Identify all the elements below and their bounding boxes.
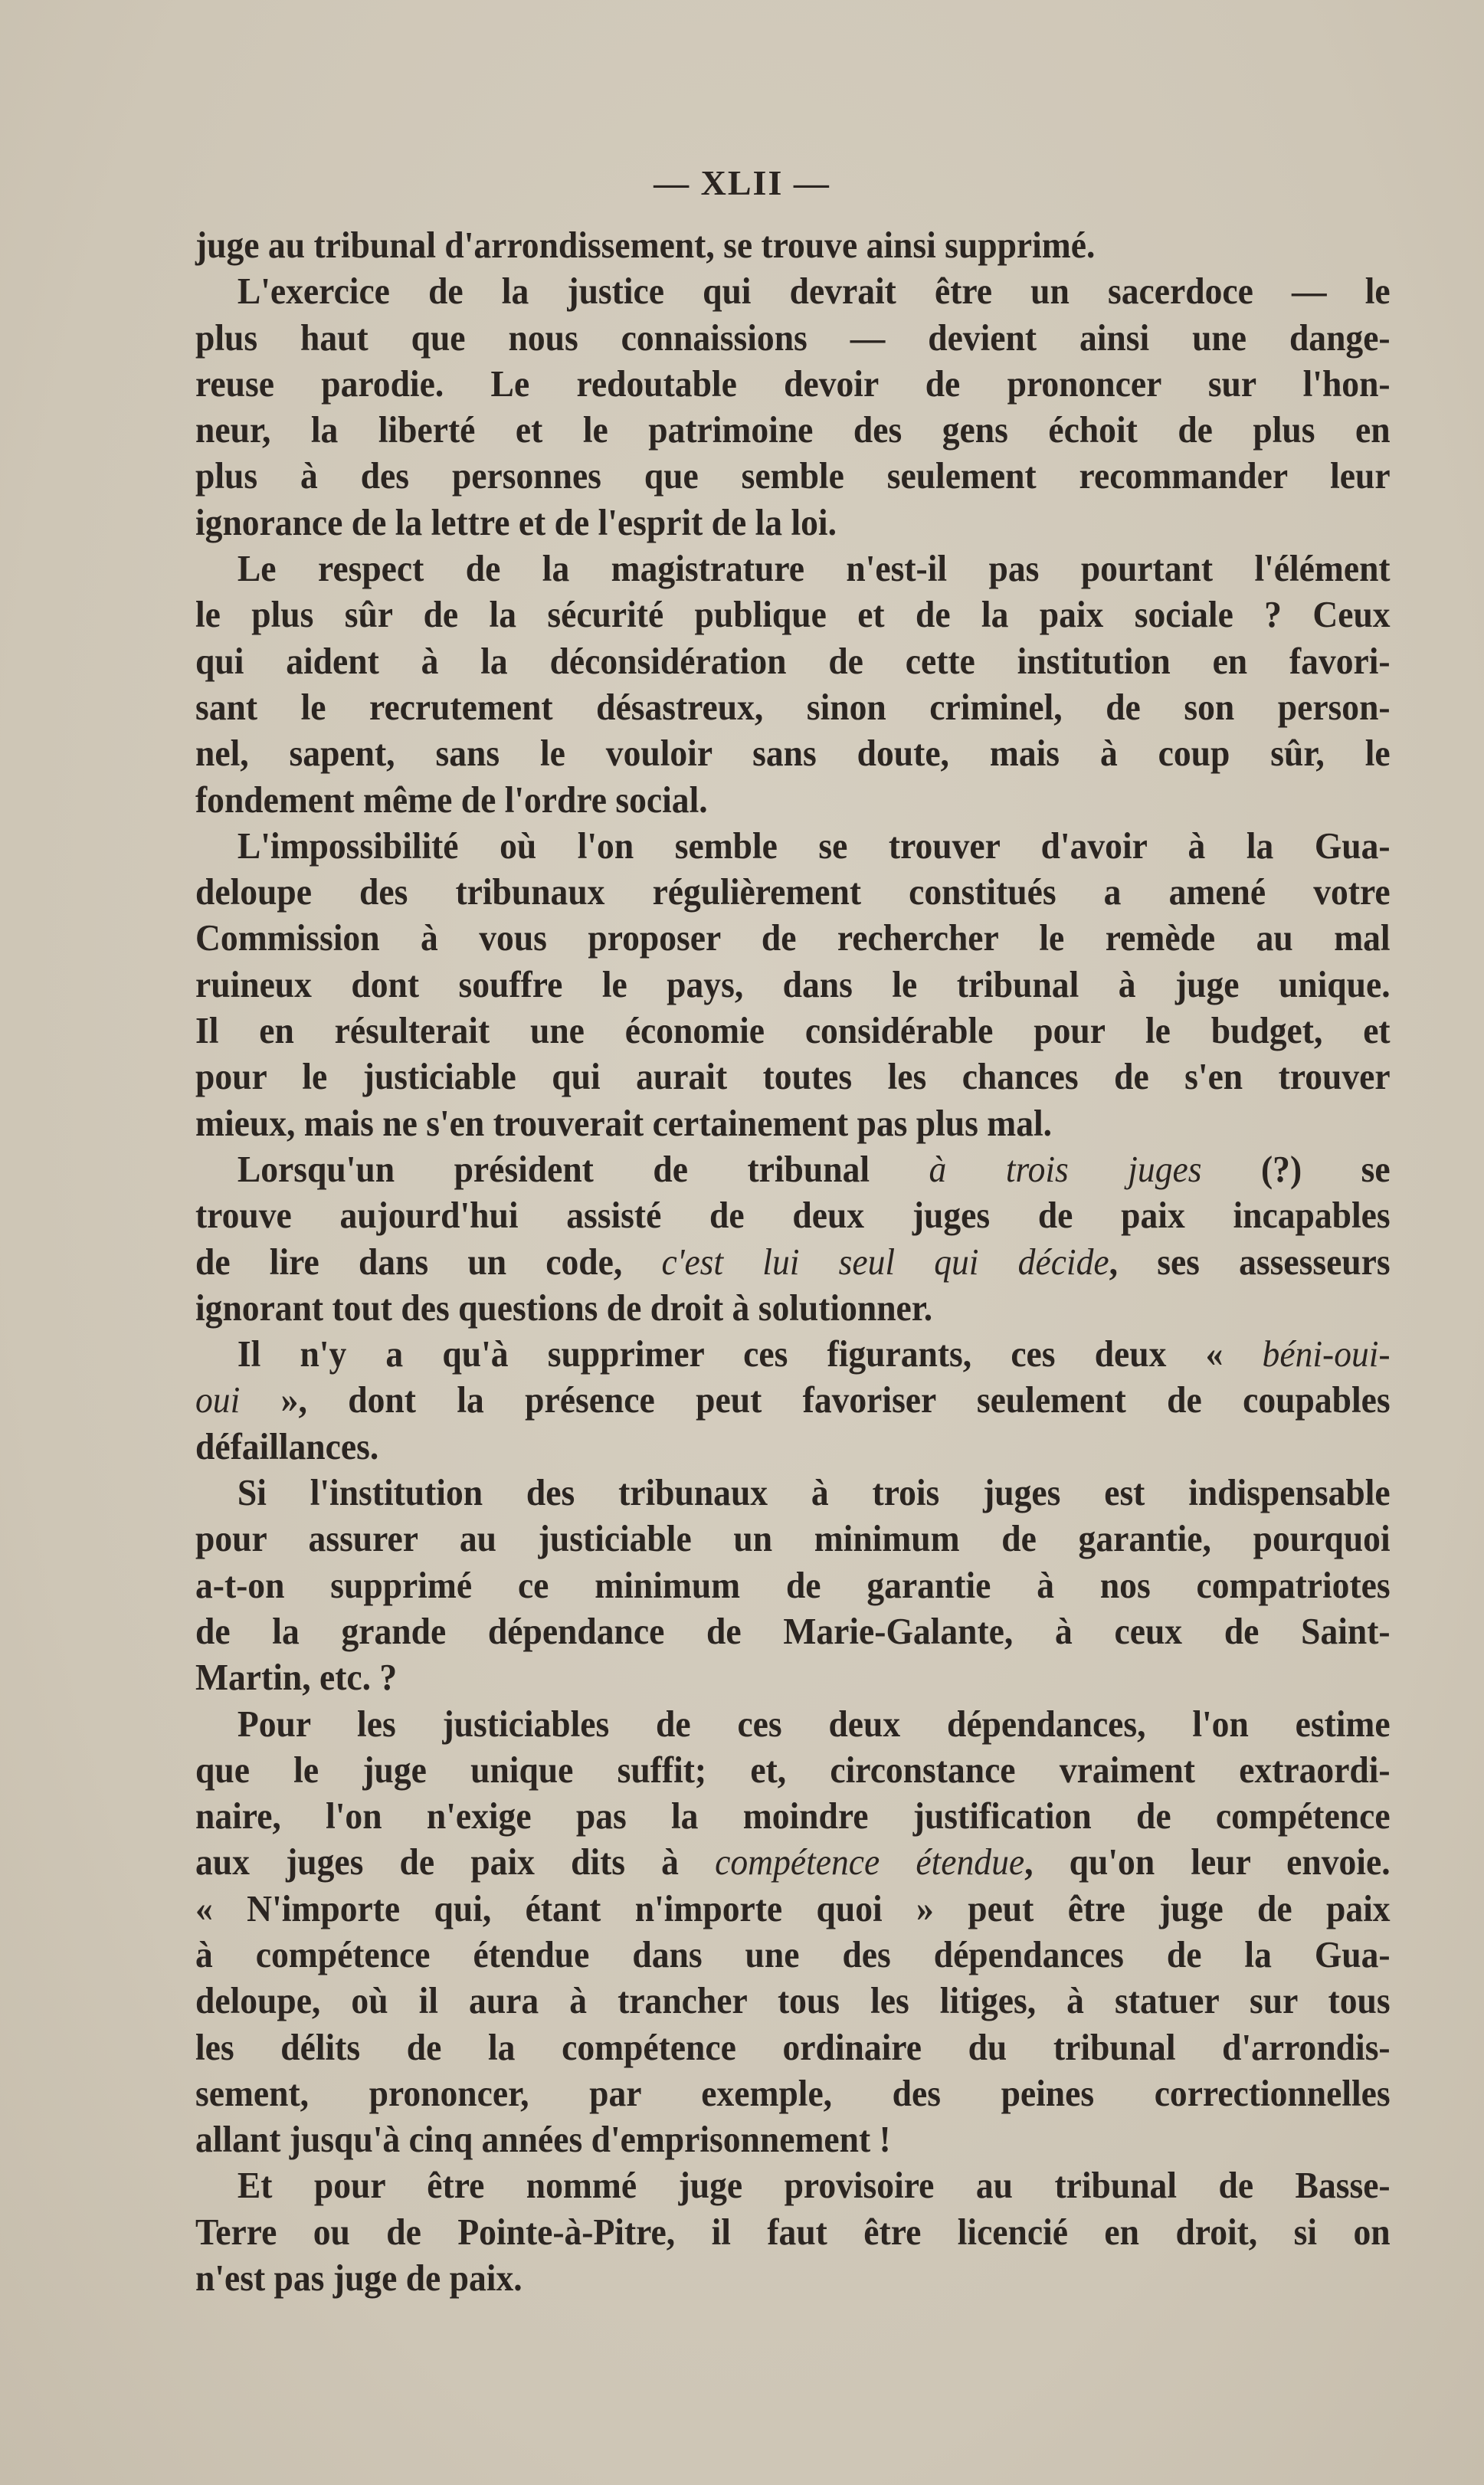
text-run: plus à des personnes que semble seulement recommander leur <box>195 454 1391 497</box>
text-run: de lire dans un code, <box>195 1240 662 1283</box>
text-run: pour le justiciable qui aurait toutes les chances de s'en trouver <box>195 1055 1391 1098</box>
text-line <box>195 1239 1391 1285</box>
text-line <box>195 2070 1391 2116</box>
text-line <box>195 1747 1391 1793</box>
text-line <box>195 1932 1391 1978</box>
text-line <box>195 1654 1391 1700</box>
text-run: sant le recrutement désastreux, sinon criminel, de son person- <box>195 685 1391 728</box>
text-run: », dont la présence peut favoriser seulement de coupables <box>240 1379 1391 1421</box>
text-line <box>195 1562 1391 1608</box>
text-run: Il n'y a qu'à supprimer ces figurants, ces deux « <box>237 1333 1263 1375</box>
text-run: Et pour être nommé juge provisoire au tribunal de Basse- <box>237 2164 1391 2207</box>
text-run: défaillances. <box>195 1424 379 1467</box>
italic-text: à trois juges <box>929 1147 1202 1190</box>
text-line <box>195 1008 1391 1054</box>
text-line <box>195 1516 1391 1562</box>
text-line <box>195 2116 1391 2162</box>
text-line <box>195 915 1391 961</box>
text-line <box>195 730 1391 776</box>
text-run: sement, prononcer, par exemple, des peines correctionnelles <box>195 2071 1391 2114</box>
body-text <box>195 222 1391 2301</box>
text-line <box>195 592 1391 638</box>
text-line <box>195 1054 1391 1100</box>
text-line <box>195 962 1391 1008</box>
text-line <box>195 2209 1391 2255</box>
text-line <box>195 1701 1391 1747</box>
text-run: nel, sapent, sans le vouloir sans doute, mais à coup sûr, le <box>195 732 1391 775</box>
text-line <box>195 869 1391 915</box>
text-line <box>195 1100 1391 1146</box>
text-line <box>195 1424 1391 1470</box>
text-line <box>195 222 1391 268</box>
text-line <box>195 1886 1391 1932</box>
text-line <box>195 2162 1391 2208</box>
text-run: ruineux dont souffre le pays, dans le tribunal à juge unique. <box>195 962 1391 1005</box>
text-run: n'est pas juge de paix. <box>195 2257 523 2300</box>
text-run: les délits de la compétence ordinaire du tribunal d'arrondis- <box>195 2025 1391 2068</box>
text-run: trouve aujourd'hui assisté de deux juges de paix incapables <box>195 1194 1391 1237</box>
text-line <box>195 268 1391 314</box>
text-run: Lorsqu'un président de tribunal <box>237 1147 929 1190</box>
text-run: Martin, etc. ? <box>195 1656 398 1699</box>
page-number-header: — XLII — <box>654 163 830 202</box>
text-line <box>195 546 1391 592</box>
text-run: de la grande dépendance de Marie-Galante, à ceux de Saint- <box>195 1609 1391 1652</box>
text-line <box>195 777 1391 823</box>
text-run: Le respect de la magistrature n'est-il pas pourtant l'élément <box>237 547 1391 590</box>
text-run: Il en résulterait une économie considérable pour le budget, et <box>195 1009 1391 1052</box>
text-run: que le juge unique suffit; et, circonstance vraiment extraordi- <box>195 1748 1391 1791</box>
text-run: fondement même de l'ordre social. <box>195 778 708 821</box>
italic-text: c'est lui seul qui décide <box>661 1240 1109 1283</box>
text-run: , qu'on leur envoie. <box>1024 1841 1391 1883</box>
text-run: Pour les justiciables de ces deux dépendances, l'on estime <box>237 1702 1391 1745</box>
text-run: allant jusqu'à cinq années d'emprisonnement ! <box>195 2118 891 2161</box>
italic-text: compétence étendue <box>715 1841 1025 1883</box>
text-run: deloupe des tribunaux régulièrement constitués a amené votre <box>195 870 1391 913</box>
text-run: mieux, mais ne s'en trouverait certainement pas plus mal. <box>195 1101 1053 1144</box>
text-run: juge au tribunal d'arrondissement, se trouve ainsi supprimé. <box>195 224 1096 266</box>
text-line <box>195 1146 1391 1192</box>
text-line <box>195 2255 1391 2301</box>
text-run: (?) se <box>1201 1147 1391 1190</box>
text-run: aux juges de paix dits à <box>195 1841 716 1883</box>
text-line <box>195 638 1391 684</box>
text-run: , ses assesseurs <box>1109 1240 1391 1283</box>
text-line <box>195 315 1391 361</box>
text-run: ignorance de la lettre et de l'esprit de la loi. <box>195 500 837 543</box>
text-run: le plus sûr de la sécurité publique et de la paix sociale ? Ceux <box>195 593 1391 636</box>
text-run: à compétence étendue dans une des dépendances de la Gua- <box>195 1933 1391 1975</box>
text-line <box>195 823 1391 869</box>
text-line <box>195 1285 1391 1331</box>
text-line <box>195 1331 1391 1377</box>
text-run: Commission à vous proposer de rechercher le remède au mal <box>195 916 1391 959</box>
italic-text: béni-oui- <box>1262 1333 1391 1375</box>
text-run: ignorant tout des questions de droit à solutionner. <box>195 1286 933 1329</box>
text-line <box>195 407 1391 453</box>
text-line <box>195 1470 1391 1516</box>
text-line <box>195 1377 1391 1423</box>
text-line <box>195 361 1391 407</box>
text-run: a-t-on supprimé ce minimum de garantie à nos compatriotes <box>195 1563 1391 1606</box>
text-run: qui aident à la déconsidération de cette institution en favori- <box>195 639 1391 682</box>
italic-text: oui <box>195 1379 241 1421</box>
text-run: plus haut que nous connaissions — devient ainsi une dange- <box>195 316 1391 359</box>
text-line <box>195 1608 1391 1654</box>
text-run: reuse parodie. Le redoutable devoir de prononcer sur l'hon- <box>195 362 1391 405</box>
text-line <box>195 500 1391 546</box>
text-line <box>195 1192 1391 1238</box>
text-line <box>195 453 1391 499</box>
text-run: L'exercice de la justice qui devrait être un sacerdoce — le <box>237 270 1391 313</box>
text-line <box>195 684 1391 730</box>
text-line <box>195 1978 1391 2024</box>
text-run: Terre ou de Pointe-à-Pitre, il faut être licencié en droit, si on <box>195 2210 1391 2253</box>
text-run: Si l'institution des tribunaux à trois juges est indispensable <box>237 1471 1391 1514</box>
text-line <box>195 1793 1391 1839</box>
text-run: « N'importe qui, étant n'importe quoi » peut être juge de paix <box>195 1887 1391 1929</box>
text-run: deloupe, où il aura à trancher tous les litiges, à statuer sur tous <box>195 1979 1391 2022</box>
text-line <box>195 1839 1391 1885</box>
text-run: neur, la liberté et le patrimoine des gens échoit de plus en <box>195 408 1391 451</box>
text-run: pour assurer au justiciable un minimum de garantie, pourquoi <box>195 1517 1391 1560</box>
text-run: naire, l'on n'exige pas la moindre justification de compétence <box>195 1795 1391 1838</box>
text-run: L'impossibilité où l'on semble se trouver d'avoir à la Gua- <box>237 824 1391 867</box>
text-line <box>195 2024 1391 2070</box>
